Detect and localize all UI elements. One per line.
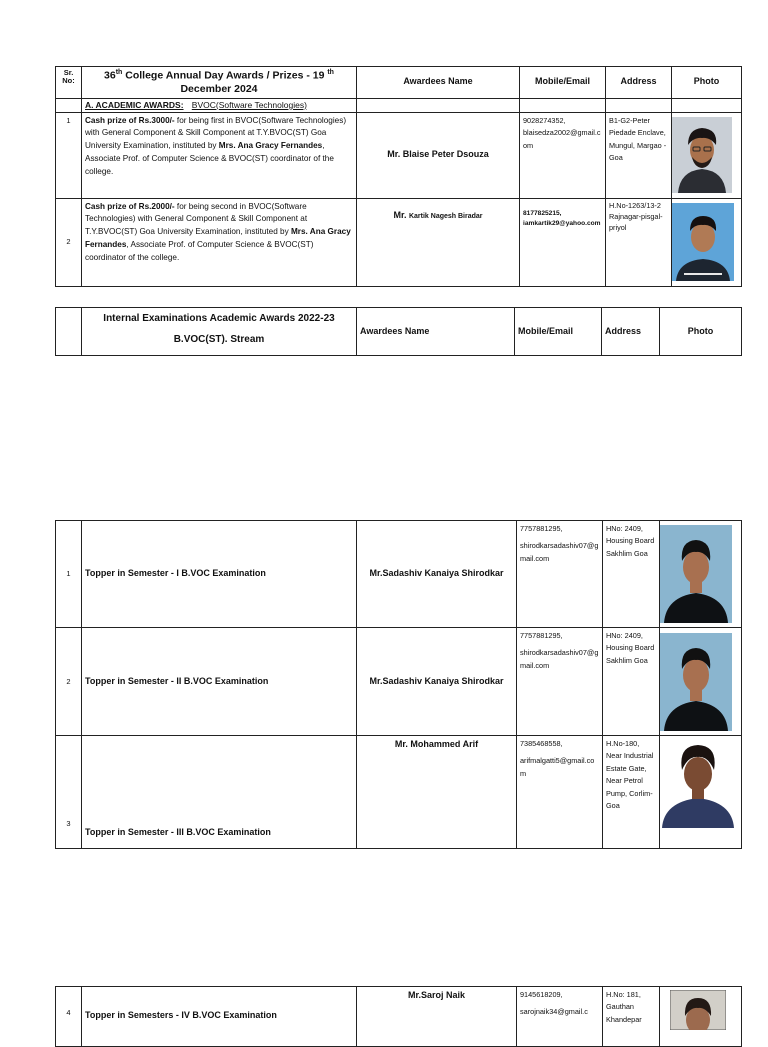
- name-text: Blaise Peter Dsouza: [402, 149, 489, 160]
- table-row: [56, 198, 742, 286]
- email-address: shirodkarsadashiv07@gmail.com: [520, 648, 599, 670]
- col-address: Address: [606, 67, 672, 99]
- prize-amount: Cash prize of Rs.3000/-: [85, 115, 175, 125]
- col-mobile-email: Mobile/Email: [515, 308, 602, 356]
- address: H.No-180, Near Industrial Estate Gate, Near Petrol Pump, Corlim-Goa: [603, 736, 660, 849]
- prize-text-end: , Associate Prof. of Computer Science & BVOC(ST) coordinator of the college.: [85, 141, 334, 176]
- table-row: [56, 736, 742, 849]
- mobile-email: [517, 628, 603, 736]
- mobile-email: [520, 112, 606, 198]
- awardee-photo: [670, 990, 726, 1030]
- mobile-number: 9145618209,: [520, 990, 563, 999]
- title-sup2: th: [327, 69, 334, 76]
- internal-exam-awards-header: [55, 307, 742, 356]
- internal-awards-title: [82, 308, 357, 356]
- awardee-name: Mr.Saroj Naik: [357, 987, 517, 1047]
- name-text: Kartik Nagesh Biradar: [408, 212, 483, 220]
- awardee-name: [357, 112, 520, 198]
- section-label: A. ACADEMIC AWARDS:: [85, 99, 184, 110]
- address: H.No-1263/13-2 Rajnagar-pisgal-priyol: [606, 198, 672, 286]
- name-prefix: Mr.: [387, 149, 403, 160]
- col-awardees-name: Awardees Name: [357, 67, 520, 99]
- mobile-number: 7757881295,: [520, 524, 563, 533]
- mobile-number: 9028274352,: [523, 115, 566, 125]
- stream-label: B.VOC(ST). Stream: [173, 334, 265, 345]
- prize-description: [82, 112, 357, 198]
- title-main: College Annual Day Awards / Prizes - 19: [122, 69, 328, 82]
- awardee-photo: [672, 117, 732, 193]
- email-address: blaisedza2002@gmail.com: [523, 128, 601, 150]
- photo-cell: [660, 987, 742, 1047]
- awardee-photo: [660, 525, 732, 623]
- sr-number: 1: [56, 112, 82, 198]
- awardee-photo: [660, 736, 736, 828]
- awardee-name: Mr.Sadashiv Kanaiya Shirodkar: [357, 521, 517, 628]
- semester-iv-topper-table: [55, 986, 742, 1047]
- mobile-number: 7757881295,: [520, 631, 563, 640]
- awardee-name: [357, 198, 520, 286]
- award-label: Topper in Semester - III B.VOC Examination: [82, 736, 357, 849]
- award-label: Topper in Semester - II B.VOC Examination: [82, 628, 357, 736]
- sr-no-header: Sr. No:: [56, 67, 82, 99]
- name-prefix: Mr.: [393, 209, 409, 220]
- address: H.No: 181, Gauthan Khandepar: [603, 987, 660, 1047]
- instituted-by: Mrs. Ana Gracy Fernandes: [85, 227, 351, 249]
- mobile-email: [520, 198, 606, 286]
- col-awardees-name: Awardees Name: [357, 308, 515, 356]
- prize-amount: Cash prize of Rs.2000/-: [85, 201, 175, 211]
- mobile-number: 8177825215,: [523, 209, 562, 217]
- annual-day-awards-table: [55, 66, 742, 287]
- section-sub: BVOC(Software Technologies): [191, 99, 307, 110]
- col-photo: Photo: [672, 67, 742, 99]
- email-address: shirodkarsadashiv07@gmail.com: [520, 541, 599, 563]
- sr-number: 4: [56, 987, 82, 1047]
- col-photo: Photo: [660, 308, 742, 356]
- photo-cell: [660, 736, 742, 849]
- award-label: Topper in Semesters - IV B.VOC Examination: [82, 987, 357, 1047]
- title-sup: th: [115, 69, 123, 76]
- col-address: Address: [602, 308, 660, 356]
- sr-number: 2: [56, 628, 82, 736]
- table-row: [56, 521, 742, 628]
- internal-title-text: Internal Examinations Academic Awards 2022-23: [103, 313, 335, 324]
- table-row: [56, 987, 742, 1047]
- section-heading: [82, 98, 357, 112]
- prize-description: [82, 198, 357, 286]
- sr-number: 2: [56, 198, 82, 286]
- mobile-email: [517, 987, 603, 1047]
- table-row: [56, 628, 742, 736]
- email-address: arifmalgatti5@gmail.com: [520, 756, 595, 778]
- photo-cell: [672, 198, 742, 286]
- address: HNo: 2409, Housing Board Sakhlim Goa: [603, 628, 660, 736]
- awards-title: [82, 67, 357, 99]
- photo-cell: [660, 628, 742, 736]
- address: B1-G2-Peter Piedade Enclave, Mungul, Margao - Goa: [606, 112, 672, 198]
- title-num: 36: [104, 69, 116, 82]
- prize-text: for being second in BVOC(Software Technologies) with General Component & Skill Component at T.Y.BVOC(ST) Goa University Examination, instituted by: [85, 201, 308, 237]
- table-row: [56, 112, 742, 198]
- title-date: December 2024: [180, 82, 258, 95]
- awardee-photo: [672, 203, 734, 281]
- address: HNo: 2409, Housing Board Sakhlim Goa: [603, 521, 660, 628]
- photo-cell: [672, 112, 742, 198]
- mobile-email: [517, 736, 603, 849]
- mobile-number: 7385468558,: [520, 739, 563, 748]
- prize-text: for being first in BVOC(Software Technologies) with General Component & Skill Component at T.Y.BVOC(ST) Goa University Examination, instituted by: [85, 115, 347, 151]
- award-label: Topper in Semester - I B.VOC Examination: [82, 521, 357, 628]
- col-mobile-email: Mobile/Email: [520, 67, 606, 99]
- semester-toppers-table: [55, 520, 742, 849]
- email-address: iamkartik29@yahoo.com: [523, 219, 601, 227]
- awardee-name: Mr.Sadashiv Kanaiya Shirodkar: [357, 628, 517, 736]
- photo-cell: [660, 521, 742, 628]
- sr-number: 1: [56, 521, 82, 628]
- instituted-by: Mrs. Ana Gracy Fernandes: [218, 141, 323, 151]
- awardee-name: Mr. Mohammed Arif: [357, 736, 517, 849]
- awardee-photo: [660, 633, 732, 731]
- prize-text-end: , Associate Prof. of Computer Science & BVOC(ST) coordinator of the college.: [85, 239, 314, 262]
- mobile-email: [517, 521, 603, 628]
- email-address: sarojnaik34@gmail.c: [520, 1007, 588, 1017]
- sr-number: 3: [56, 736, 82, 849]
